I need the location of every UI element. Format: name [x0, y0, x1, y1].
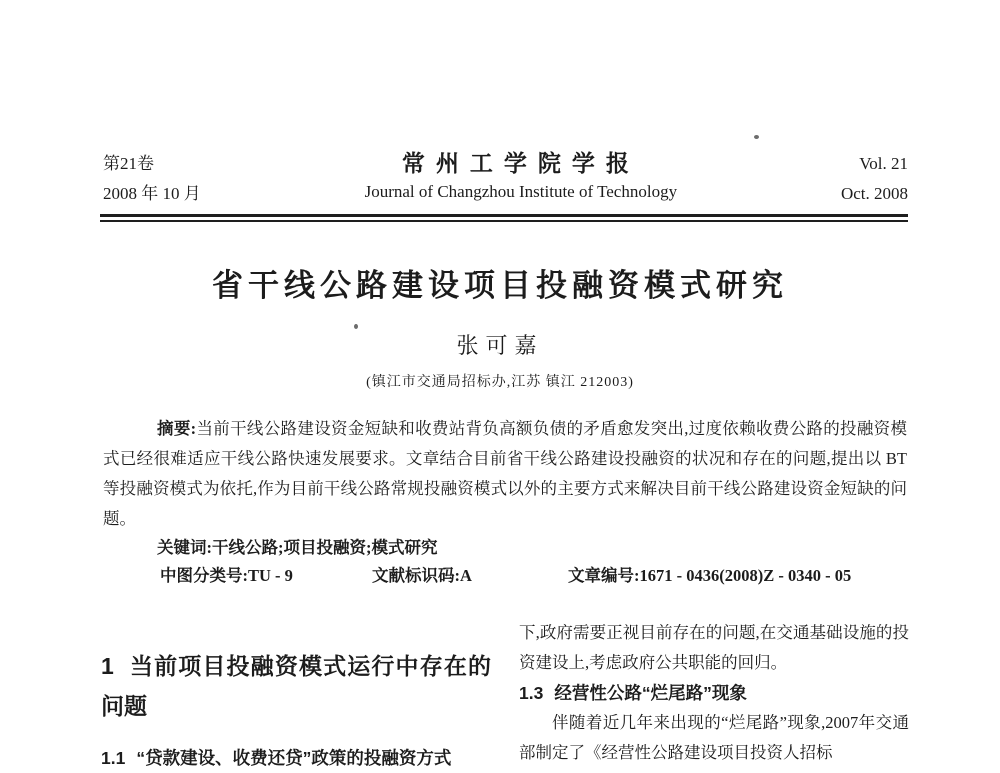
right-column: [519, 618, 909, 773]
document-code: 文献标识码:A: [372, 566, 472, 585]
section-1-1-number: 1.1: [101, 748, 126, 768]
body-paragraph: 伴随着近几年来出现的“烂尾路”现象,2007年交通部制定了《经营性公路建设项目投资人招标: [519, 713, 909, 762]
journal-running-head: [103, 149, 908, 209]
article-number: 文章编号:1671 - 0436(2008)Z - 0340 - 05: [568, 566, 852, 585]
abstract-paragraph: [103, 414, 907, 534]
issue-date-cn: 2008 年 10 月: [103, 184, 201, 203]
section-1-heading: [101, 646, 491, 726]
clc-number: 中图分类号:TU - 9: [160, 566, 293, 585]
issue-date-en: Oct. 2008: [840, 184, 908, 203]
journal-title-cn: 常州工学院学报: [401, 151, 640, 176]
keywords-line: [103, 534, 907, 562]
article-author: 张可嘉: [456, 333, 544, 358]
classification-line: [103, 562, 908, 590]
section-1-1-heading: [101, 743, 491, 773]
keywords-text: 干线公路;项目投融资;模式研究: [212, 538, 438, 557]
author-affiliation: (镇江市交通局招标办,江苏 镇江 212003): [366, 375, 634, 390]
section-1-1-title: “贷款建设、收费还贷”政策的投融资方式: [136, 748, 452, 768]
section-1-3-heading: [519, 678, 909, 708]
section-1-3-title: 经营性公路“烂尾路”现象: [554, 683, 747, 703]
section-1-3-number: 1.3: [519, 683, 544, 703]
journal-title-en: Journal of Changzhou Institute of Technology: [364, 182, 678, 201]
body-columns: [101, 618, 909, 773]
scan-artifact-dot: [754, 135, 759, 139]
running-head-left: [103, 149, 201, 209]
body-paragraph-continued: 下,政府需要正视目前存在的问题,在交通基础设施的投资建设上,考虑政府公共职能的回归。: [519, 623, 909, 672]
article-title: 省干线公路建设项目投融资模式研究: [212, 268, 788, 303]
abstract-label: 摘要:: [157, 419, 197, 438]
volume-en: Vol. 21: [859, 154, 908, 173]
running-head-right: [841, 149, 908, 209]
keywords-label: 关键词:: [157, 538, 212, 557]
left-column: [101, 618, 491, 773]
running-head-center: [201, 149, 841, 205]
section-1-number: 1: [101, 653, 114, 679]
volume-cn: 第21卷: [103, 154, 154, 173]
abstract-text: 当前干线公路建设资金短缺和收费站背负高额负债的矛盾愈发突出,过度依赖收费公路的投融资模式已经很难适应干线公路快速发展要求。文章结合目前省干线公路建设投融资的状况和存在的问题,提出以 BT 等投融资模式为依托,作为目前干线公路常规投融资模式以外的主要方式来解决目前干线公路建设资金短缺的问题。: [103, 419, 908, 528]
section-1-title: 当前项目投融资模式运行中存在的问题: [101, 653, 491, 719]
header-double-rule: [100, 214, 908, 222]
